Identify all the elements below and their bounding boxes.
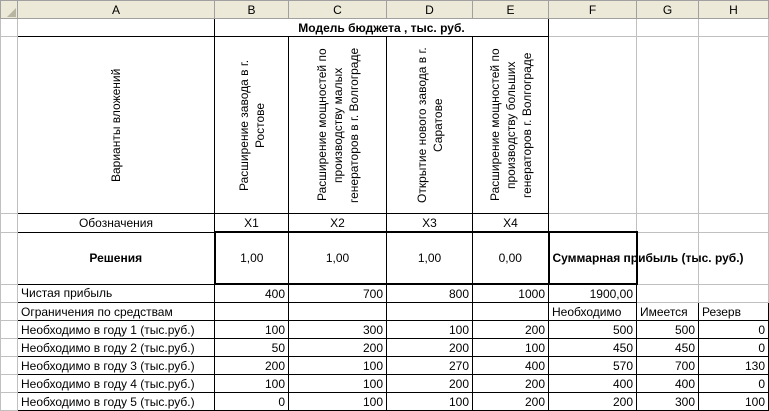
cell[interactable] (1, 284, 18, 303)
table-row (1, 375, 769, 393)
cell[interactable] (699, 37, 769, 214)
year-needed[interactable]: 500 (549, 321, 637, 339)
net-profit-x3[interactable]: 800 (387, 284, 473, 303)
year-value[interactable]: 270 (387, 357, 473, 375)
year-available[interactable]: 300 (637, 393, 699, 411)
year-available[interactable]: 700 (637, 357, 699, 375)
year-reserve[interactable]: 0 (699, 339, 769, 357)
cell[interactable] (1, 19, 18, 37)
variants-header: Варианты вложений (109, 68, 123, 182)
decision-x4[interactable]: 0,00 (473, 232, 549, 284)
option-cell-x3[interactable] (387, 37, 473, 214)
constraints-label[interactable]: Ограничения по средствам (18, 303, 215, 321)
cell[interactable] (1, 393, 18, 411)
cell[interactable] (473, 303, 549, 321)
table-row (1, 393, 769, 411)
cell[interactable] (637, 37, 699, 214)
decisions-label[interactable]: Решения (18, 232, 215, 284)
table-row (1, 284, 769, 303)
decision-x1[interactable]: 1,00 (215, 232, 289, 284)
net-profit-x1[interactable]: 400 (215, 284, 289, 303)
year-value[interactable]: 100 (289, 357, 387, 375)
table-row (1, 303, 769, 321)
year-value[interactable]: 100 (387, 321, 473, 339)
cell[interactable] (699, 284, 769, 303)
budget-title[interactable]: Модель бюджета , тыс. руб. (215, 19, 549, 37)
column-header-row (1, 1, 769, 19)
year-needed[interactable]: 200 (549, 393, 637, 411)
decision-x3[interactable]: 1,00 (387, 232, 473, 284)
cell[interactable] (637, 284, 699, 303)
cell[interactable] (1, 37, 18, 214)
year-available[interactable]: 500 (637, 321, 699, 339)
table-row (1, 321, 769, 339)
cell[interactable] (637, 214, 699, 233)
cell[interactable] (215, 303, 289, 321)
cell[interactable] (1, 214, 18, 233)
select-all-corner[interactable] (1, 1, 18, 19)
decision-x2[interactable]: 1,00 (289, 232, 387, 284)
year-needed[interactable]: 570 (549, 357, 637, 375)
column-header-g[interactable]: G (637, 1, 699, 19)
designation-x3[interactable]: X3 (387, 214, 473, 233)
option-x2: Расширение мощностей по производству малых генераторов в г. Волгограде (314, 47, 361, 203)
column-header-d[interactable]: D (387, 1, 473, 19)
year-value[interactable]: 300 (289, 321, 387, 339)
year-label[interactable]: Необходимо в году 5 (тыс.руб.) (18, 393, 215, 411)
year-label[interactable]: Необходимо в году 4 (тыс.руб.) (18, 375, 215, 393)
column-header-h[interactable]: H (699, 1, 769, 19)
year-needed[interactable]: 400 (549, 375, 637, 393)
cell[interactable] (18, 19, 215, 37)
cell[interactable] (289, 303, 387, 321)
year-reserve[interactable]: 130 (699, 357, 769, 375)
year-value[interactable]: 200 (387, 339, 473, 357)
year-value[interactable]: 100 (215, 321, 289, 339)
column-header-e[interactable]: E (473, 1, 549, 19)
cell[interactable] (1, 232, 18, 284)
year-value[interactable]: 200 (473, 393, 549, 411)
table-row (1, 37, 769, 214)
year-value[interactable]: 100 (215, 375, 289, 393)
cell[interactable] (637, 19, 699, 37)
cell[interactable] (1, 357, 18, 375)
year-value[interactable]: 0 (215, 393, 289, 411)
reserve-header[interactable]: Резерв (699, 303, 769, 321)
year-label[interactable]: Необходимо в году 1 (тыс.руб.) (18, 321, 215, 339)
cell[interactable] (1, 339, 18, 357)
available-header[interactable]: Имеется (637, 303, 699, 321)
net-profit-x2[interactable]: 700 (289, 284, 387, 303)
option-x1: Расширение завода в г. Ростове (236, 59, 267, 191)
year-reserve[interactable]: 0 (699, 375, 769, 393)
year-value[interactable]: 100 (289, 393, 387, 411)
year-value[interactable]: 100 (473, 339, 549, 357)
cell[interactable] (699, 214, 769, 233)
cell[interactable] (1, 303, 18, 321)
year-value[interactable]: 200 (387, 375, 473, 393)
net-profit-label[interactable]: Чистая прибыль (18, 284, 215, 303)
designations-label[interactable]: Обозначения (18, 214, 215, 233)
year-label[interactable]: Необходимо в году 3 (тыс.руб.) (18, 357, 215, 375)
column-header-c[interactable]: C (289, 1, 387, 19)
year-value[interactable]: 200 (289, 339, 387, 357)
year-value[interactable]: 50 (215, 339, 289, 357)
designation-x1[interactable]: X1 (215, 214, 289, 233)
year-reserve[interactable]: 100 (699, 393, 769, 411)
table-row (1, 339, 769, 357)
year-available[interactable]: 450 (637, 339, 699, 357)
table-row (1, 214, 769, 233)
total-profit-header[interactable]: Суммарная прибыль (тыс. руб.) (549, 232, 637, 284)
designation-x2[interactable]: X2 (289, 214, 387, 233)
variants-header-cell[interactable] (18, 37, 215, 214)
table-row (1, 357, 769, 375)
cell[interactable] (1, 321, 18, 339)
cell[interactable] (387, 303, 473, 321)
net-profit-total[interactable]: 1900,00 (549, 284, 637, 303)
column-header-b[interactable]: B (215, 1, 289, 19)
year-needed[interactable]: 450 (549, 339, 637, 357)
option-x4: Расширение мощностей по производству больших генераторов г. Волгограде (487, 48, 534, 202)
year-value[interactable]: 100 (387, 393, 473, 411)
year-value[interactable]: 100 (289, 375, 387, 393)
cell[interactable] (1, 375, 18, 393)
option-cell-x4[interactable] (473, 37, 549, 214)
table-row (1, 19, 769, 37)
table-row (1, 232, 769, 284)
cell[interactable] (549, 37, 637, 214)
year-value[interactable]: 200 (215, 357, 289, 375)
year-available[interactable]: 400 (637, 375, 699, 393)
year-reserve[interactable]: 0 (699, 321, 769, 339)
cell[interactable] (699, 19, 769, 37)
option-cell-x1[interactable] (215, 37, 289, 214)
cell[interactable] (549, 214, 637, 233)
year-value[interactable]: 200 (473, 321, 549, 339)
column-header-a[interactable]: A (18, 1, 215, 19)
net-profit-x4[interactable]: 1000 (473, 284, 549, 303)
year-value[interactable]: 200 (473, 375, 549, 393)
option-cell-x2[interactable] (289, 37, 387, 214)
designation-x4[interactable]: X4 (473, 214, 549, 233)
column-header-f[interactable]: F (549, 1, 637, 19)
option-x3: Открытие нового завода в г. Саратове (414, 47, 445, 203)
needed-header[interactable]: Необходимо (549, 303, 637, 321)
year-label[interactable]: Необходимо в году 2 (тыс.руб.) (18, 339, 215, 357)
year-value[interactable]: 400 (473, 357, 549, 375)
cell[interactable] (549, 19, 637, 37)
